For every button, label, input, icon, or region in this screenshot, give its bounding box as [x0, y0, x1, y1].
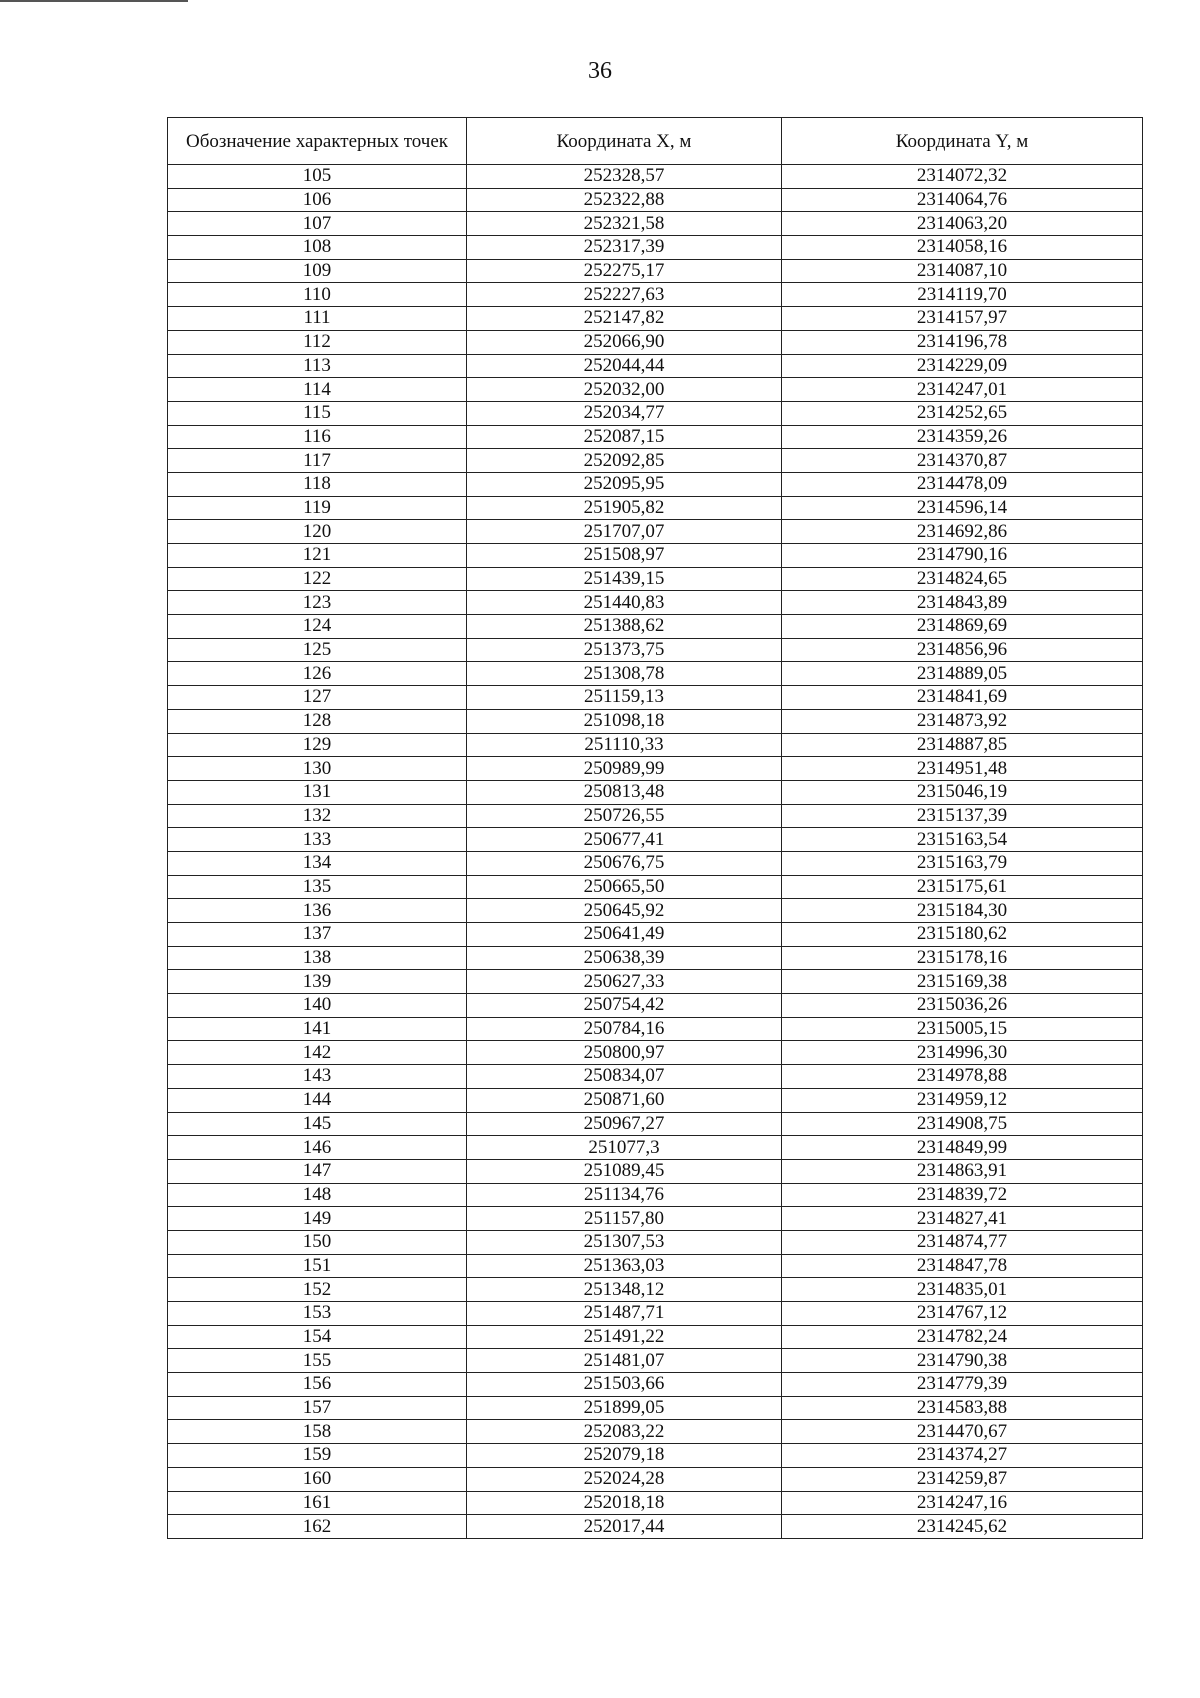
- point-id-cell: 150: [168, 1230, 467, 1254]
- coordinate-y-cell: 2314692,86: [782, 520, 1143, 544]
- coordinate-y-cell: 2315137,39: [782, 804, 1143, 828]
- table-row: [168, 994, 1143, 1018]
- coordinate-x-cell: 251707,07: [467, 520, 782, 544]
- coordinate-y-cell: 2314827,41: [782, 1207, 1143, 1231]
- coordinate-x-cell: 250641,49: [467, 923, 782, 947]
- table-row: [168, 330, 1143, 354]
- coordinate-y-cell: 2315046,19: [782, 780, 1143, 804]
- coordinate-x-cell: 251159,13: [467, 686, 782, 710]
- point-id-cell: 134: [168, 851, 467, 875]
- coordinate-y-cell: 2315163,79: [782, 851, 1143, 875]
- coordinate-y-cell: 2315163,54: [782, 828, 1143, 852]
- table-row: [168, 1041, 1143, 1065]
- point-id-cell: 115: [168, 401, 467, 425]
- coordinate-x-cell: 252018,18: [467, 1491, 782, 1515]
- coordinate-y-cell: 2315180,62: [782, 923, 1143, 947]
- coordinate-x-cell: 252317,39: [467, 236, 782, 260]
- coordinate-x-cell: 250676,75: [467, 851, 782, 875]
- point-id-cell: 146: [168, 1136, 467, 1160]
- coordinate-y-cell: 2314996,30: [782, 1041, 1143, 1065]
- table-row: [168, 1373, 1143, 1397]
- coordinate-y-cell: 2314072,32: [782, 165, 1143, 189]
- coordinate-x-cell: 251348,12: [467, 1278, 782, 1302]
- coordinate-x-cell: 250627,33: [467, 970, 782, 994]
- table-row: [168, 472, 1143, 496]
- header-coordinate-y: Координата Y, м: [782, 118, 1143, 165]
- table-row: [168, 1278, 1143, 1302]
- table-row: [168, 1515, 1143, 1539]
- coordinate-x-cell: 252087,15: [467, 425, 782, 449]
- table-row: [168, 1017, 1143, 1041]
- point-id-cell: 117: [168, 449, 467, 473]
- point-id-cell: 143: [168, 1065, 467, 1089]
- point-id-cell: 126: [168, 662, 467, 686]
- point-id-cell: 153: [168, 1302, 467, 1326]
- coordinate-y-cell: 2315175,61: [782, 875, 1143, 899]
- point-id-cell: 156: [168, 1373, 467, 1397]
- coordinate-y-cell: 2314583,88: [782, 1396, 1143, 1420]
- point-id-cell: 127: [168, 686, 467, 710]
- coordinate-y-cell: 2314839,72: [782, 1183, 1143, 1207]
- coordinate-y-cell: 2314245,62: [782, 1515, 1143, 1539]
- table-row: [168, 354, 1143, 378]
- point-id-cell: 145: [168, 1112, 467, 1136]
- coordinate-y-cell: 2314889,05: [782, 662, 1143, 686]
- point-id-cell: 159: [168, 1444, 467, 1468]
- point-id-cell: 131: [168, 780, 467, 804]
- coordinate-x-cell: 252083,22: [467, 1420, 782, 1444]
- point-id-cell: 142: [168, 1041, 467, 1065]
- table-row: [168, 733, 1143, 757]
- point-id-cell: 119: [168, 496, 467, 520]
- coordinate-x-cell: 252044,44: [467, 354, 782, 378]
- table-row: [168, 970, 1143, 994]
- coordinate-x-cell: 252079,18: [467, 1444, 782, 1468]
- coordinate-x-cell: 252092,85: [467, 449, 782, 473]
- coordinate-x-cell: 250754,42: [467, 994, 782, 1018]
- coordinate-x-cell: 250834,07: [467, 1065, 782, 1089]
- coordinate-y-cell: 2314887,85: [782, 733, 1143, 757]
- coordinate-x-cell: 252017,44: [467, 1515, 782, 1539]
- coordinate-x-cell: 251503,66: [467, 1373, 782, 1397]
- coordinate-y-cell: 2314841,69: [782, 686, 1143, 710]
- coordinate-x-cell: 252328,57: [467, 165, 782, 189]
- coordinate-x-cell: 252024,28: [467, 1467, 782, 1491]
- coordinate-x-cell: 252095,95: [467, 472, 782, 496]
- coordinate-x-cell: 252032,00: [467, 378, 782, 402]
- point-id-cell: 139: [168, 970, 467, 994]
- coordinate-y-cell: 2314247,01: [782, 378, 1143, 402]
- coordinate-y-cell: 2314779,39: [782, 1373, 1143, 1397]
- coordinate-x-cell: 250813,48: [467, 780, 782, 804]
- point-id-cell: 149: [168, 1207, 467, 1231]
- coordinate-x-cell: 250726,55: [467, 804, 782, 828]
- point-id-cell: 108: [168, 236, 467, 260]
- coordinate-x-cell: 251905,82: [467, 496, 782, 520]
- coordinate-y-cell: 2314058,16: [782, 236, 1143, 260]
- table-row: [168, 1302, 1143, 1326]
- point-id-cell: 112: [168, 330, 467, 354]
- table-row: [168, 875, 1143, 899]
- coordinate-y-cell: 2314470,67: [782, 1420, 1143, 1444]
- coordinate-y-cell: 2314478,09: [782, 472, 1143, 496]
- coordinate-y-cell: 2314374,27: [782, 1444, 1143, 1468]
- coordinates-table: [167, 117, 1143, 1539]
- table-row: [168, 638, 1143, 662]
- table-row: [168, 1467, 1143, 1491]
- coordinate-y-cell: 2314252,65: [782, 401, 1143, 425]
- coordinate-x-cell: 251077,3: [467, 1136, 782, 1160]
- coordinate-x-cell: 251491,22: [467, 1325, 782, 1349]
- coordinate-y-cell: 2314063,20: [782, 212, 1143, 236]
- coordinate-y-cell: 2314359,26: [782, 425, 1143, 449]
- coordinate-x-cell: 251487,71: [467, 1302, 782, 1326]
- coordinate-x-cell: 250800,97: [467, 1041, 782, 1065]
- table-row: [168, 567, 1143, 591]
- coordinate-y-cell: 2314959,12: [782, 1088, 1143, 1112]
- coordinate-y-cell: 2314951,48: [782, 757, 1143, 781]
- point-id-cell: 123: [168, 591, 467, 615]
- coordinate-x-cell: 251110,33: [467, 733, 782, 757]
- coordinate-y-cell: 2314874,77: [782, 1230, 1143, 1254]
- table-row: [168, 615, 1143, 639]
- point-id-cell: 138: [168, 946, 467, 970]
- point-id-cell: 118: [168, 472, 467, 496]
- point-id-cell: 107: [168, 212, 467, 236]
- coordinate-y-cell: 2314119,70: [782, 283, 1143, 307]
- coordinate-x-cell: 251508,97: [467, 544, 782, 568]
- point-id-cell: 120: [168, 520, 467, 544]
- coordinate-y-cell: 2314157,97: [782, 307, 1143, 331]
- table-header-row: [168, 118, 1143, 165]
- coordinate-x-cell: 250638,39: [467, 946, 782, 970]
- coordinate-x-cell: 251363,03: [467, 1254, 782, 1278]
- coordinate-y-cell: 2314873,92: [782, 709, 1143, 733]
- table-row: [168, 1112, 1143, 1136]
- table-row: [168, 544, 1143, 568]
- table-row: [168, 1396, 1143, 1420]
- table-row: [168, 401, 1143, 425]
- point-id-cell: 137: [168, 923, 467, 947]
- coordinate-y-cell: 2314843,89: [782, 591, 1143, 615]
- point-id-cell: 144: [168, 1088, 467, 1112]
- coordinate-y-cell: 2315036,26: [782, 994, 1143, 1018]
- coordinate-y-cell: 2314856,96: [782, 638, 1143, 662]
- point-id-cell: 160: [168, 1467, 467, 1491]
- coordinate-y-cell: 2314259,87: [782, 1467, 1143, 1491]
- coordinate-x-cell: 252227,63: [467, 283, 782, 307]
- coordinate-y-cell: 2314370,87: [782, 449, 1143, 473]
- coordinate-y-cell: 2314596,14: [782, 496, 1143, 520]
- point-id-cell: 148: [168, 1183, 467, 1207]
- coordinate-x-cell: 250677,41: [467, 828, 782, 852]
- table-row: [168, 378, 1143, 402]
- coordinate-y-cell: 2314849,99: [782, 1136, 1143, 1160]
- table-row: [168, 1207, 1143, 1231]
- point-id-cell: 136: [168, 899, 467, 923]
- coordinate-x-cell: 252275,17: [467, 259, 782, 283]
- point-id-cell: 106: [168, 188, 467, 212]
- table-row: [168, 520, 1143, 544]
- scan-edge-line: [0, 0, 188, 2]
- table-row: [168, 899, 1143, 923]
- coordinate-y-cell: 2314790,16: [782, 544, 1143, 568]
- coordinate-x-cell: 251440,83: [467, 591, 782, 615]
- point-id-cell: 116: [168, 425, 467, 449]
- coordinate-y-cell: 2314767,12: [782, 1302, 1143, 1326]
- table-row: [168, 1159, 1143, 1183]
- coordinate-y-cell: 2314087,10: [782, 259, 1143, 283]
- table-row: [168, 496, 1143, 520]
- coordinate-x-cell: 252066,90: [467, 330, 782, 354]
- point-id-cell: 114: [168, 378, 467, 402]
- table-row: [168, 236, 1143, 260]
- table-row: [168, 1491, 1143, 1515]
- table-row: [168, 686, 1143, 710]
- point-id-cell: 141: [168, 1017, 467, 1041]
- point-id-cell: 111: [168, 307, 467, 331]
- coordinate-y-cell: 2314790,38: [782, 1349, 1143, 1373]
- table-row: [168, 1349, 1143, 1373]
- table-row: [168, 1088, 1143, 1112]
- point-id-cell: 109: [168, 259, 467, 283]
- point-id-cell: 162: [168, 1515, 467, 1539]
- coordinate-x-cell: 252147,82: [467, 307, 782, 331]
- coordinate-x-cell: 251308,78: [467, 662, 782, 686]
- coordinate-y-cell: 2314863,91: [782, 1159, 1143, 1183]
- coordinate-x-cell: 250784,16: [467, 1017, 782, 1041]
- coordinate-y-cell: 2314196,78: [782, 330, 1143, 354]
- point-id-cell: 110: [168, 283, 467, 307]
- point-id-cell: 124: [168, 615, 467, 639]
- table-row: [168, 851, 1143, 875]
- coordinate-x-cell: 252034,77: [467, 401, 782, 425]
- header-point-designation: Обозначение характерных точек: [168, 118, 467, 165]
- point-id-cell: 129: [168, 733, 467, 757]
- table-row: [168, 828, 1143, 852]
- coordinate-x-cell: 250871,60: [467, 1088, 782, 1112]
- point-id-cell: 140: [168, 994, 467, 1018]
- point-id-cell: 161: [168, 1491, 467, 1515]
- coordinate-y-cell: 2314247,16: [782, 1491, 1143, 1515]
- point-id-cell: 152: [168, 1278, 467, 1302]
- table-row: [168, 591, 1143, 615]
- point-id-cell: 130: [168, 757, 467, 781]
- coordinate-y-cell: 2315184,30: [782, 899, 1143, 923]
- table-row: [168, 780, 1143, 804]
- table-row: [168, 923, 1143, 947]
- coordinate-x-cell: 251388,62: [467, 615, 782, 639]
- coordinate-x-cell: 251098,18: [467, 709, 782, 733]
- coordinate-y-cell: 2314824,65: [782, 567, 1143, 591]
- table-row: [168, 804, 1143, 828]
- point-id-cell: 157: [168, 1396, 467, 1420]
- coordinate-y-cell: 2314229,09: [782, 354, 1143, 378]
- table-row: [168, 709, 1143, 733]
- point-id-cell: 132: [168, 804, 467, 828]
- coordinate-y-cell: 2314978,88: [782, 1065, 1143, 1089]
- table-row: [168, 1254, 1143, 1278]
- coordinate-x-cell: 251307,53: [467, 1230, 782, 1254]
- coordinate-y-cell: 2314847,78: [782, 1254, 1143, 1278]
- coordinate-x-cell: 250967,27: [467, 1112, 782, 1136]
- point-id-cell: 151: [168, 1254, 467, 1278]
- table-row: [168, 1136, 1143, 1160]
- coordinate-y-cell: 2314835,01: [782, 1278, 1143, 1302]
- page-number: 36: [588, 58, 612, 84]
- coordinate-y-cell: 2314782,24: [782, 1325, 1143, 1349]
- table-row: [168, 757, 1143, 781]
- table-row: [168, 449, 1143, 473]
- point-id-cell: 113: [168, 354, 467, 378]
- table-row: [168, 1420, 1143, 1444]
- coordinate-x-cell: 250665,50: [467, 875, 782, 899]
- table-row: [168, 1325, 1143, 1349]
- point-id-cell: 158: [168, 1420, 467, 1444]
- table-row: [168, 165, 1143, 189]
- table-body: [168, 165, 1143, 1539]
- point-id-cell: 128: [168, 709, 467, 733]
- coordinate-y-cell: 2314908,75: [782, 1112, 1143, 1136]
- point-id-cell: 125: [168, 638, 467, 662]
- coordinate-x-cell: 251439,15: [467, 567, 782, 591]
- point-id-cell: 147: [168, 1159, 467, 1183]
- coordinate-x-cell: 250989,99: [467, 757, 782, 781]
- table-row: [168, 425, 1143, 449]
- point-id-cell: 122: [168, 567, 467, 591]
- table-row: [168, 1065, 1143, 1089]
- coordinate-y-cell: 2314064,76: [782, 188, 1143, 212]
- table-row: [168, 1183, 1143, 1207]
- coordinate-x-cell: 251373,75: [467, 638, 782, 662]
- point-id-cell: 154: [168, 1325, 467, 1349]
- coordinate-y-cell: 2315178,16: [782, 946, 1143, 970]
- coordinate-x-cell: 250645,92: [467, 899, 782, 923]
- coordinate-x-cell: 251157,80: [467, 1207, 782, 1231]
- coordinate-x-cell: 251481,07: [467, 1349, 782, 1373]
- coordinate-y-cell: 2315169,38: [782, 970, 1143, 994]
- table-row: [168, 283, 1143, 307]
- point-id-cell: 135: [168, 875, 467, 899]
- coordinate-y-cell: 2314869,69: [782, 615, 1143, 639]
- point-id-cell: 155: [168, 1349, 467, 1373]
- table-row: [168, 946, 1143, 970]
- coordinate-x-cell: 252322,88: [467, 188, 782, 212]
- table-row: [168, 1230, 1143, 1254]
- coordinate-x-cell: 251134,76: [467, 1183, 782, 1207]
- table-row: [168, 307, 1143, 331]
- table-row: [168, 1444, 1143, 1468]
- point-id-cell: 133: [168, 828, 467, 852]
- coordinate-x-cell: 251899,05: [467, 1396, 782, 1420]
- coordinate-y-cell: 2315005,15: [782, 1017, 1143, 1041]
- table-row: [168, 662, 1143, 686]
- table-row: [168, 212, 1143, 236]
- coordinate-x-cell: 252321,58: [467, 212, 782, 236]
- point-id-cell: 121: [168, 544, 467, 568]
- header-coordinate-x: Координата X, м: [467, 118, 782, 165]
- table-row: [168, 259, 1143, 283]
- table-row: [168, 188, 1143, 212]
- point-id-cell: 105: [168, 165, 467, 189]
- coordinate-x-cell: 251089,45: [467, 1159, 782, 1183]
